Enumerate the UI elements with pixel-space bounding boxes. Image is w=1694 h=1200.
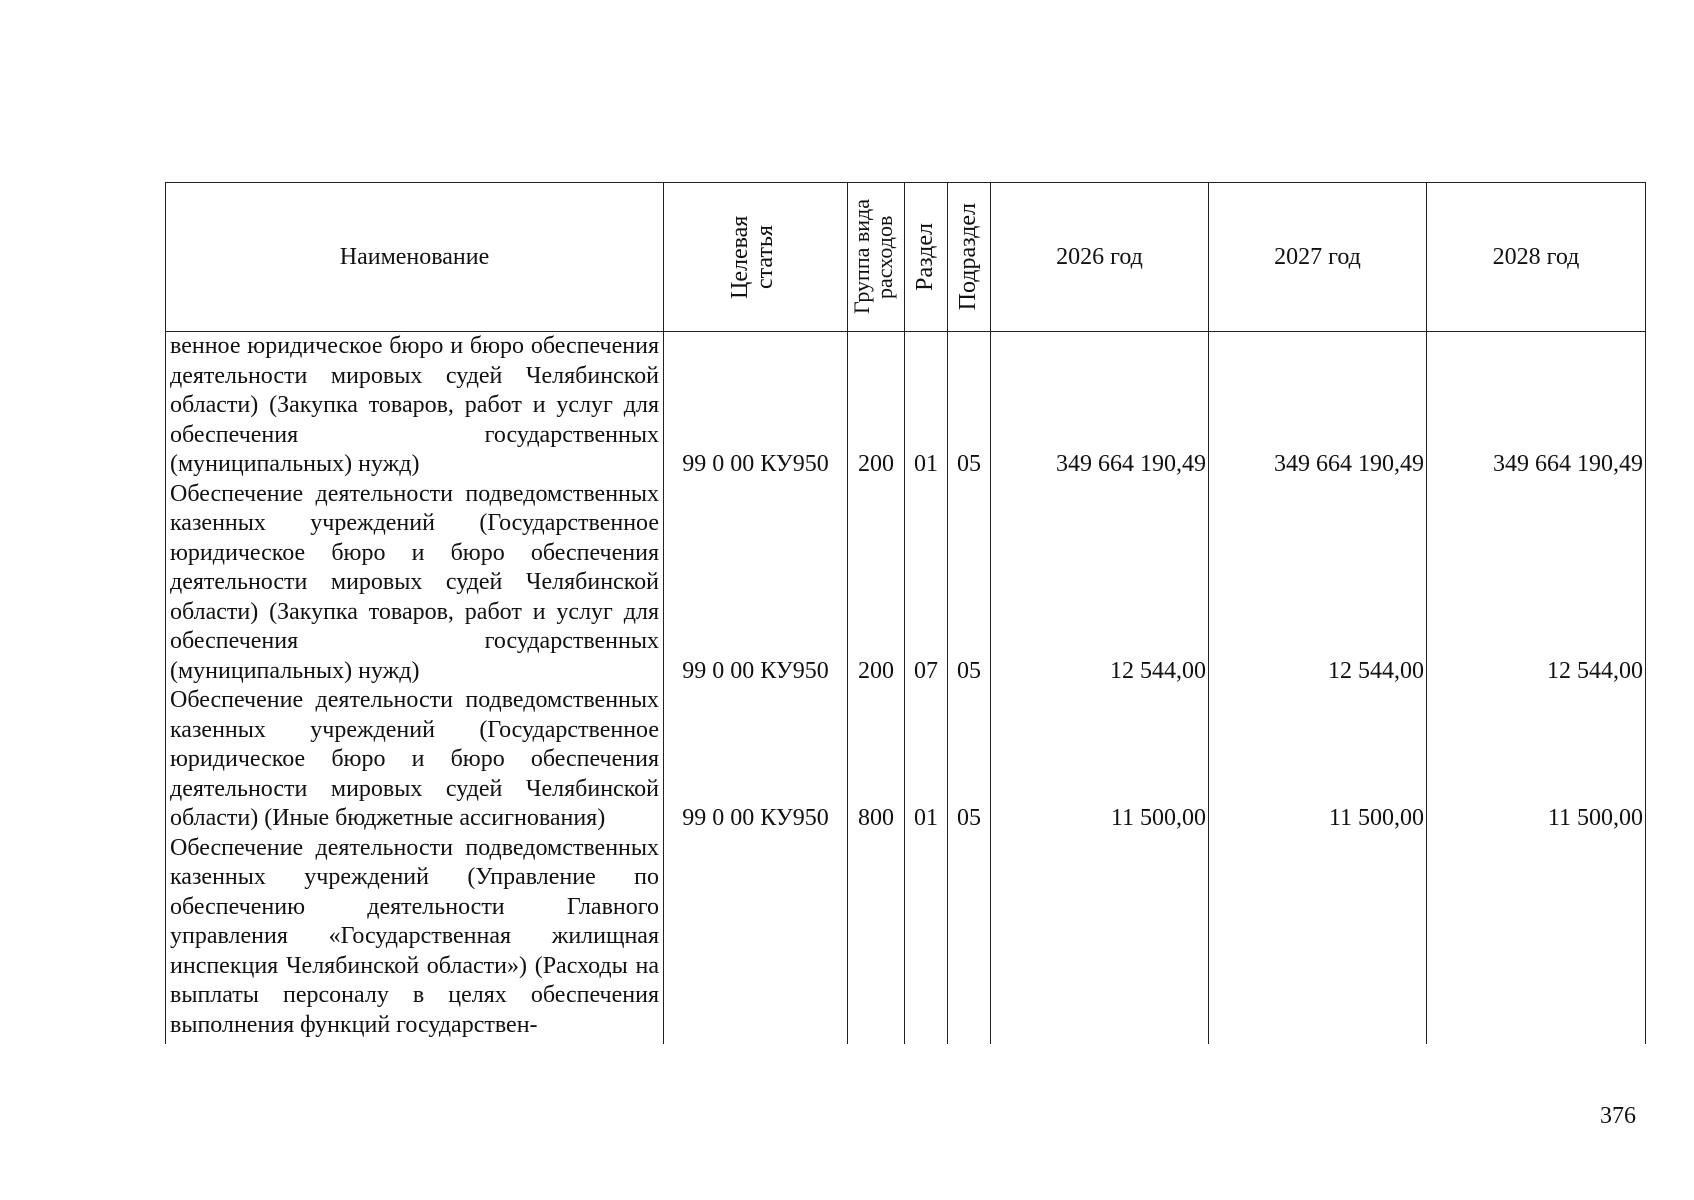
row-2026: 12 544,00: [991, 480, 1209, 687]
table-row: [166, 332, 1646, 480]
row-name: Обеспечение деятельности подведомственных казенных учреждений (Государственное юридическое бюро и бюро обеспечения деятельности мировых судей Челябинской области) (Закупка товаров, работ и услуг для обеспечения государственных (муниципальных) нужд): [166, 480, 664, 687]
row-2027: 12 544,00: [1209, 480, 1427, 687]
row-target: 99 0 00 КУ950: [664, 332, 848, 480]
budget-table: [165, 182, 1646, 1044]
header-group: Группа вида расходов: [848, 183, 905, 332]
row-2028: [1427, 834, 1646, 1044]
row-2027: 11 500,00: [1209, 686, 1427, 834]
row-group: 800: [848, 686, 905, 834]
header-2028: 2028 год: [1427, 183, 1646, 332]
row-group: [848, 834, 905, 1044]
row-target: 99 0 00 КУ950: [664, 686, 848, 834]
row-section: 01: [905, 332, 948, 480]
row-subsection: 05: [948, 480, 991, 687]
header-target: Целевая статья: [664, 183, 848, 332]
header-section: Раздел: [905, 183, 948, 332]
row-name: Обеспечение деятельности подведомственных казенных учреждений (Управление по обеспечению деятельности Главного управления «Государственная жилищная инспекция Челябинской области») (Расходы на выплаты персоналу в целях обеспечения выполнения функций государствен-: [166, 834, 664, 1044]
header-subsection: Подраздел: [948, 183, 991, 332]
row-2026: [991, 834, 1209, 1044]
row-2028: 12 544,00: [1427, 480, 1646, 687]
header-name: Наименование: [166, 183, 664, 332]
row-subsection: [948, 834, 991, 1044]
row-2028: 349 664 190,49: [1427, 332, 1646, 480]
row-subsection: 05: [948, 686, 991, 834]
table-row: [166, 480, 1646, 687]
row-group: 200: [848, 332, 905, 480]
row-group: 200: [848, 480, 905, 687]
row-2026: 349 664 190,49: [991, 332, 1209, 480]
row-section: 01: [905, 686, 948, 834]
row-2027: [1209, 834, 1427, 1044]
row-section: 07: [905, 480, 948, 687]
table-row: [166, 834, 1646, 1044]
header-2027: 2027 год: [1209, 183, 1427, 332]
header-2026: 2026 год: [991, 183, 1209, 332]
row-name: Обеспечение деятельности подведомственных казенных учреждений (Государственное юридическое бюро и бюро обеспечения деятельности мировых судей Челябинской области) (Иные бюджетные ассигнования): [166, 686, 664, 834]
table-row: [166, 686, 1646, 834]
row-2028: 11 500,00: [1427, 686, 1646, 834]
row-target: [664, 834, 848, 1044]
row-2027: 349 664 190,49: [1209, 332, 1427, 480]
row-target: 99 0 00 КУ950: [664, 480, 848, 687]
page-number: 376: [1600, 1103, 1636, 1129]
row-subsection: 05: [948, 332, 991, 480]
table-header-row: [166, 183, 1646, 332]
row-2026: 11 500,00: [991, 686, 1209, 834]
row-name: венное юридическое бюро и бюро обеспечения деятельности мировых судей Челябинской области) (Закупка товаров, работ и услуг для обеспечения государственных (муниципальных) нужд): [166, 332, 664, 480]
row-section: [905, 834, 948, 1044]
